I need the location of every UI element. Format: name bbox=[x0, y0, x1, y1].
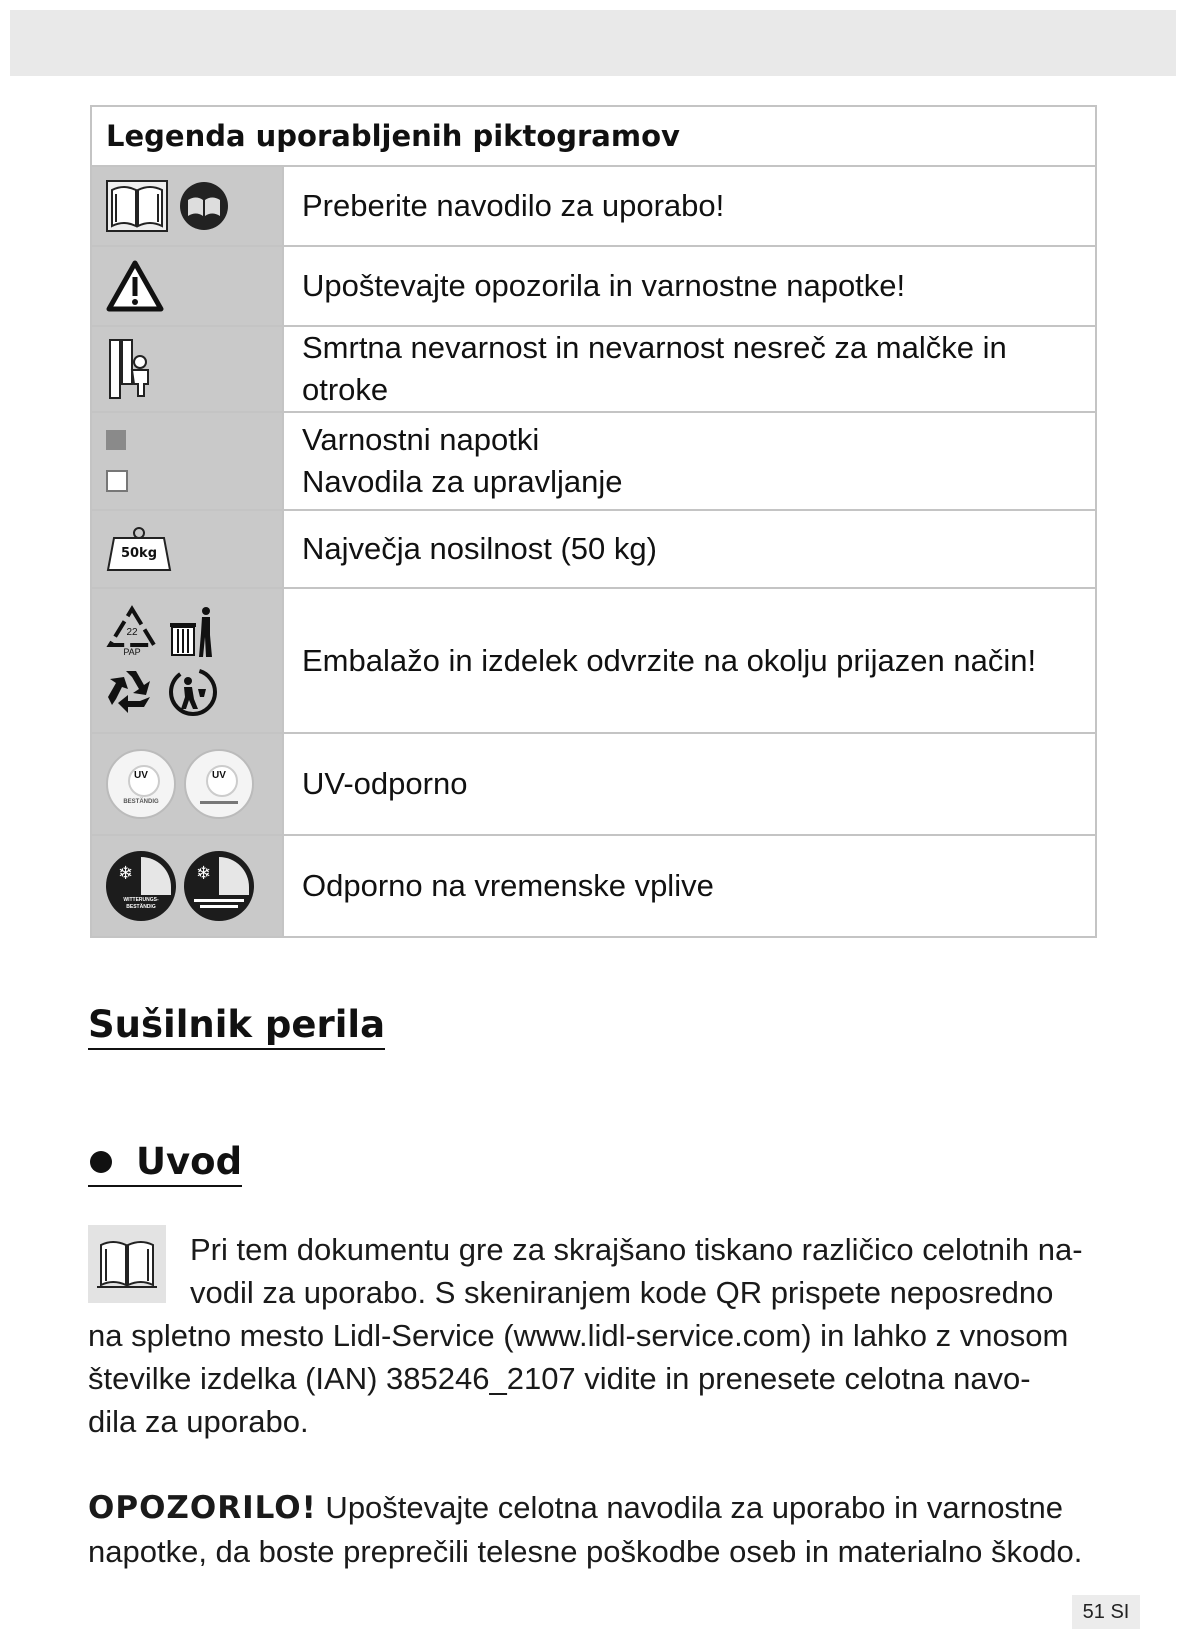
weight-icon bbox=[106, 526, 172, 572]
warning-triangle-icon bbox=[106, 260, 164, 312]
legend-row bbox=[91, 246, 1096, 326]
weather-resistant-badge-icon bbox=[184, 851, 254, 921]
intro-line: Pri tem dokumentu gre za skrajšano tiskano različico celotnih na- bbox=[190, 1232, 1083, 1267]
legend-text-cell bbox=[283, 733, 1096, 835]
uv-badge-subtext: BESTÄNDIG bbox=[123, 799, 159, 805]
legend-icon-cell bbox=[91, 835, 283, 937]
legend-text: Največja nosilnost (50 kg) bbox=[302, 531, 657, 566]
recycle-code: 22 bbox=[126, 626, 138, 638]
legend-row bbox=[91, 588, 1096, 733]
tidyman-icon bbox=[168, 667, 218, 717]
legend-icon-cell bbox=[91, 326, 283, 412]
legend-row bbox=[91, 166, 1096, 246]
legend-text-cell bbox=[283, 166, 1096, 246]
subsection-title: Uvod bbox=[136, 1140, 243, 1183]
legend-icon-cell bbox=[91, 733, 283, 835]
legend-icon-cell bbox=[91, 246, 283, 326]
legend-text: Navodila za upravljanje bbox=[302, 464, 623, 499]
recycle-label: PAP bbox=[123, 646, 141, 657]
bullet-icon bbox=[90, 1151, 112, 1173]
legend-row bbox=[91, 412, 1096, 510]
intro-paragraph-top bbox=[190, 1228, 1090, 1314]
uv-resistant-badge-icon bbox=[184, 749, 254, 819]
legend-icon-cell bbox=[91, 588, 283, 733]
intro-paragraph-bottom bbox=[88, 1314, 1098, 1443]
legend-row bbox=[91, 835, 1096, 937]
legend-icon-cell bbox=[91, 412, 283, 510]
legend-text: Upoštevajte opozorila in varnostne napotke! bbox=[302, 268, 906, 303]
legend-text-cell bbox=[283, 588, 1096, 733]
legend-text-cell bbox=[283, 326, 1096, 412]
legend-text: Smrtna nevarnost in nevarnost nesreč za malčke in otroke bbox=[302, 330, 1007, 407]
read-manual-circle-icon bbox=[178, 180, 230, 232]
page-number: 51 SI bbox=[1072, 1595, 1140, 1629]
legend-title: Legenda uporabljenih piktogramov bbox=[91, 106, 1096, 166]
legend-text-cell bbox=[283, 412, 1096, 510]
uv-resistant-badge-icon bbox=[106, 749, 176, 819]
legend-icon-cell bbox=[91, 510, 283, 588]
legend-text-cell bbox=[283, 835, 1096, 937]
intro-line: na spletno mesto Lidl-Service (www.lidl-service.com) in lahko z vnosom bbox=[88, 1318, 1069, 1353]
legend-text-cell bbox=[283, 246, 1096, 326]
weather-resistant-badge-icon bbox=[106, 851, 176, 921]
snowflake-icon: ❄ bbox=[196, 863, 212, 883]
intro-line: vodil za uporabo. S skeniranjem kode QR prispete neposredno bbox=[190, 1275, 1054, 1310]
weight-label: 50kg bbox=[120, 546, 158, 561]
bin-icon bbox=[168, 605, 216, 659]
filled-square-icon bbox=[106, 430, 126, 450]
legend-header-row bbox=[91, 106, 1096, 166]
recycle-arrows-icon bbox=[106, 667, 156, 715]
open-book-icon bbox=[88, 1225, 166, 1303]
uv-badge-text: UV bbox=[212, 770, 226, 781]
legend-text: Preberite navodilo za uporabo! bbox=[302, 188, 725, 223]
section-title: Sušilnik perila bbox=[88, 1003, 385, 1050]
legend-text: Odporno na vremenske vplive bbox=[302, 868, 714, 903]
header-band bbox=[10, 10, 1176, 76]
intro-line: dila za uporabo. bbox=[88, 1404, 309, 1439]
legend-icon-cell bbox=[91, 166, 283, 246]
legend-text: Embalažo in izdelek odvrzite na okolju prijazen način! bbox=[302, 642, 1037, 678]
pictogram-legend-table bbox=[90, 105, 1097, 938]
intro-line: številke izdelka (IAN) 385246_2107 vidite in prenesete celotna navo- bbox=[88, 1361, 1031, 1396]
warning-paragraph bbox=[88, 1486, 1098, 1573]
open-book-icon bbox=[106, 180, 168, 232]
warning-label: OPOZORILO! bbox=[88, 1490, 317, 1526]
subsection-heading bbox=[88, 1140, 242, 1187]
legend-text-cell bbox=[283, 510, 1096, 588]
legend-text: Varnostni napotki bbox=[302, 422, 540, 457]
legend-row bbox=[91, 326, 1096, 412]
snowflake-icon: ❄ bbox=[118, 863, 134, 883]
legend-row bbox=[91, 733, 1096, 835]
legend-row bbox=[91, 510, 1096, 588]
empty-square-icon bbox=[106, 470, 128, 492]
warning-text: Upoštevajte celotna navodila za uporabo in varnostne bbox=[316, 1490, 1064, 1525]
weather-badge-subtext: WITTERUNGS-BESTÄNDIG bbox=[123, 897, 159, 910]
warning-text: napotke, da boste preprečili telesne poškodbe oseb in materialno škodo. bbox=[88, 1534, 1083, 1569]
legend-text: UV-odporno bbox=[302, 766, 468, 801]
recycle-pap-icon bbox=[106, 605, 158, 657]
uv-badge-text: UV bbox=[134, 770, 148, 781]
child-hazard-icon bbox=[106, 338, 156, 400]
